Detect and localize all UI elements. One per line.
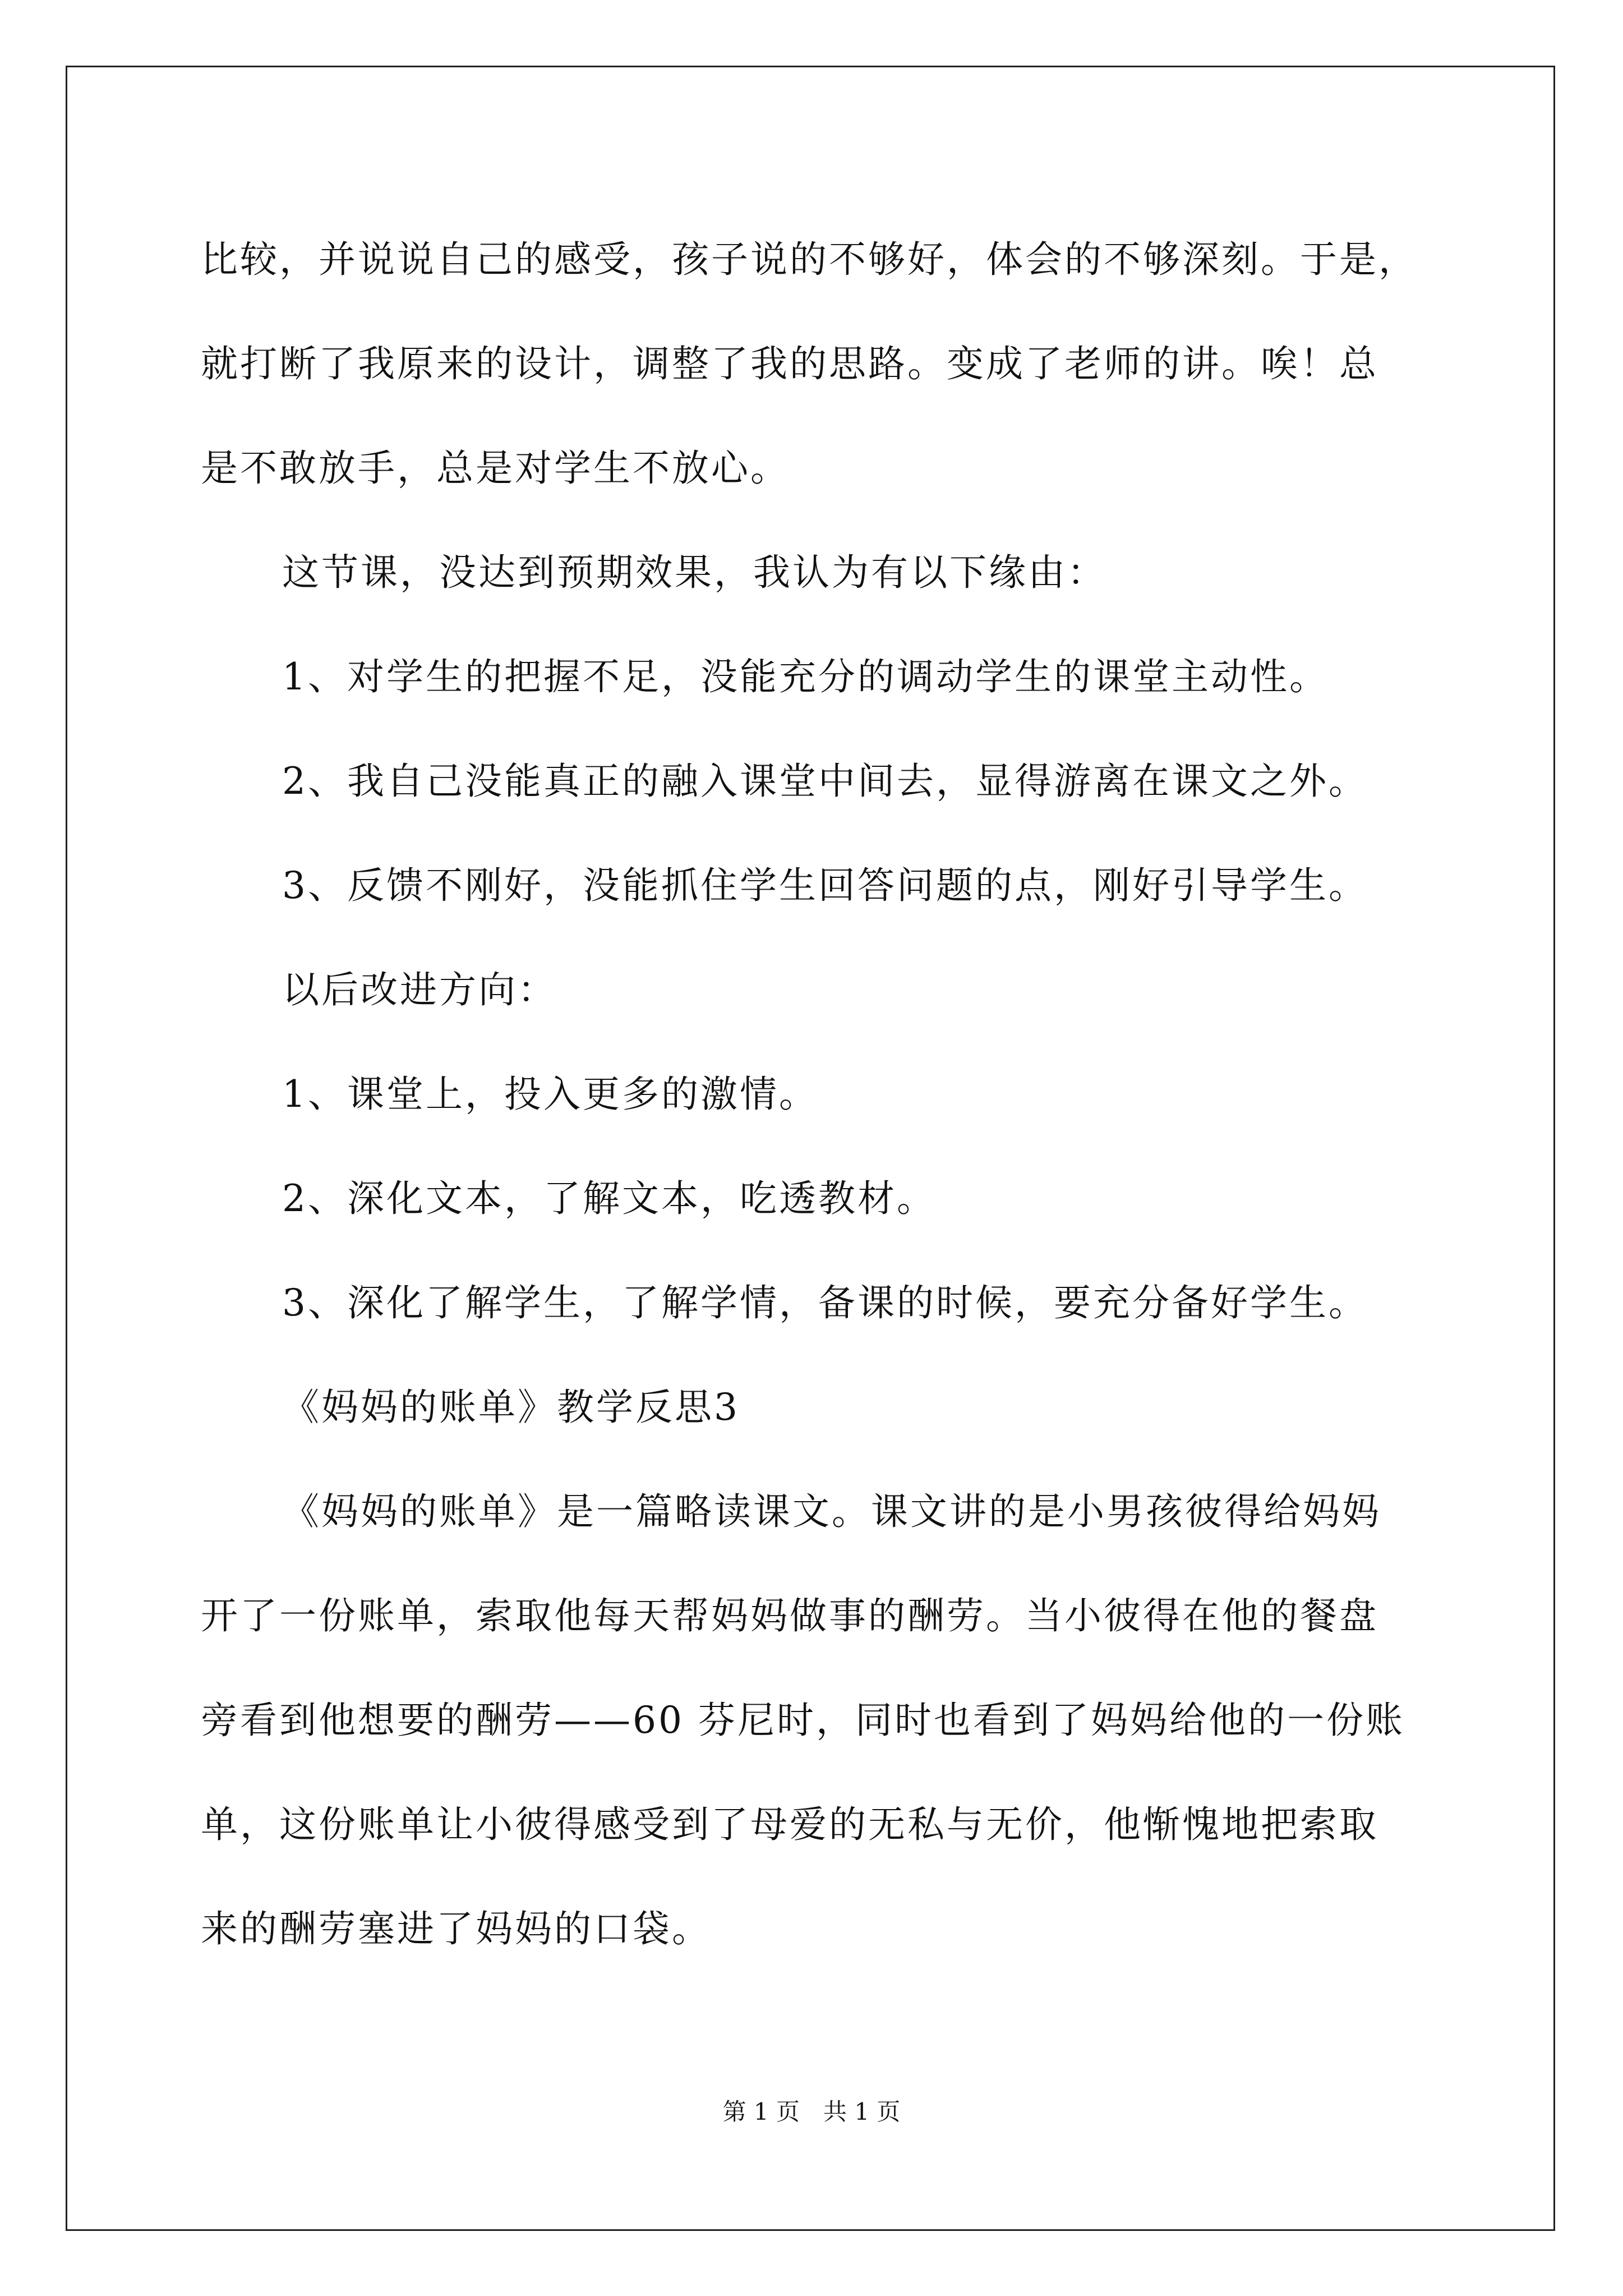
- paragraph-line-15: 旁看到他想要的酬劳——60 芬尼时，同时也看到了妈妈给他的一份账: [201, 1699, 1405, 1742]
- paragraph-line-14: 开了一份账单，索取他每天帮妈妈做事的酬劳。当小彼得在他的餐盘: [201, 1594, 1378, 1637]
- paragraph-line-4: 这节课，没达到预期效果，我认为有以下缘由：: [282, 551, 1106, 594]
- section-label-improvement: 以后改进方向：: [282, 968, 557, 1011]
- paragraph-line-13: 《妈妈的账单》是一篇略读课文。课文讲的是小男孩彼得给妈妈: [282, 1490, 1381, 1533]
- section-heading: 《妈妈的账单》教学反思3: [282, 1386, 740, 1429]
- improvement-item-1: 1、课堂上，投入更多的激情。: [282, 1073, 818, 1116]
- list-item-3: 3、反馈不刚好，没能抓住学生回答问题的点，刚好引导学生。: [282, 864, 1368, 907]
- paragraph-line-2: 就打断了我原来的设计，调整了我的思路。变成了老师的讲。唉！总: [201, 342, 1378, 385]
- paragraph-line-16: 单，这份账单让小彼得感受到了母爱的无私与无价，他惭愧地把索取: [201, 1803, 1378, 1846]
- paragraph-line-1: 比较，并说说自己的感受，孩子说的不够好，体会的不够深刻。于是，: [201, 238, 1418, 281]
- paragraph-line-3: 是不敢放手，总是对学生不放心。: [201, 447, 790, 490]
- paragraph-line-17: 来的酬劳塞进了妈妈的口袋。: [201, 1907, 711, 1950]
- document-body: [201, 208, 1429, 1981]
- page-footer: 第 1 页 共 1 页: [722, 2098, 901, 2125]
- improvement-item-3: 3、深化了解学生，了解学情，备课的时候，要充分备好学生。: [282, 1281, 1368, 1324]
- improvement-item-2: 2、深化文本，了解文本，吃透教材。: [282, 1177, 936, 1220]
- list-item-1: 1、对学生的把握不足，没能充分的调动学生的课堂主动性。: [282, 655, 1329, 698]
- list-item-2: 2、我自己没能真正的融入课堂中间去，显得游离在课文之外。: [282, 760, 1368, 803]
